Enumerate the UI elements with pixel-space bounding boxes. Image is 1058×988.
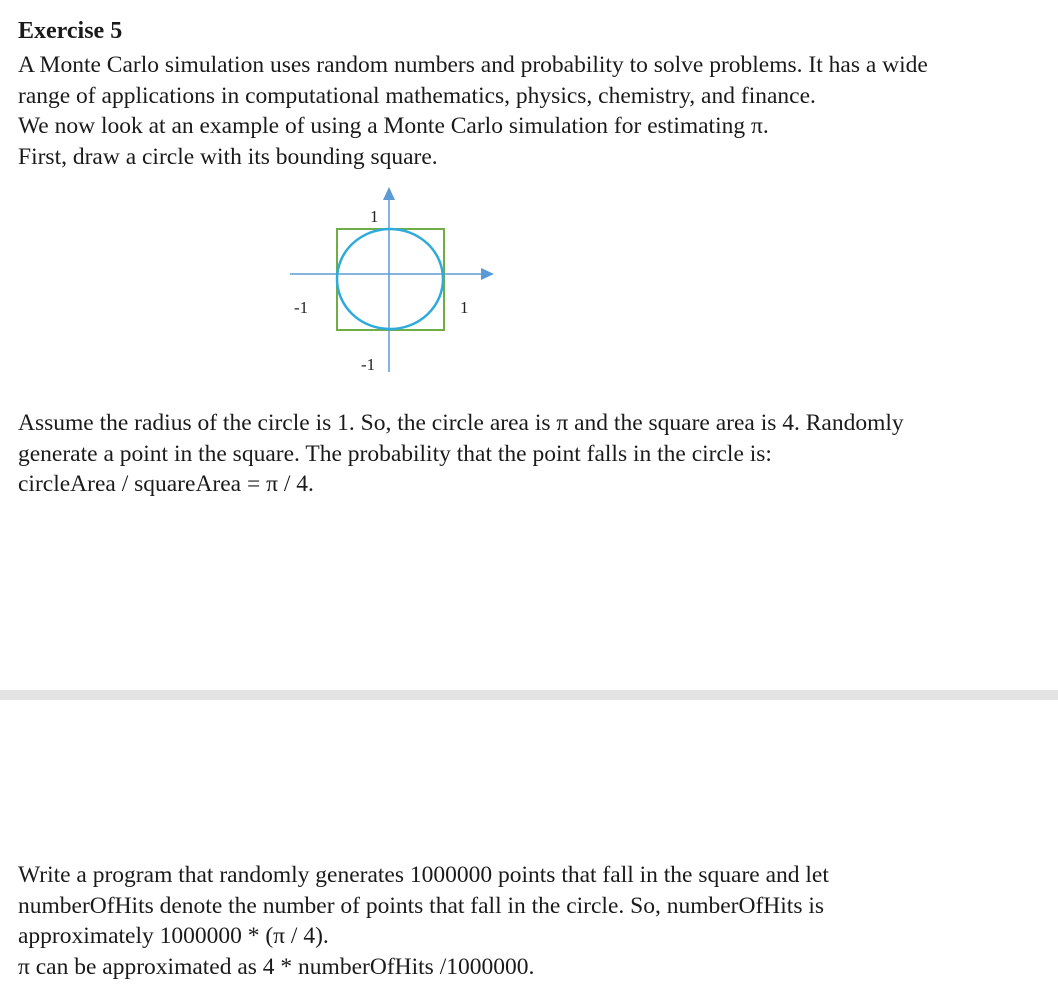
assumption-paragraph — [18, 408, 904, 500]
task-paragraph — [18, 860, 829, 982]
x-axis-arrow-icon — [481, 268, 494, 280]
circle-square-diagram — [280, 182, 500, 382]
task-line: π can be approximated as 4 * numberOfHits /1000000. — [18, 953, 535, 980]
assumption-line: Assume the radius of the circle is 1. So, the circle area is π and the square area is 4. Randomly — [18, 410, 904, 436]
intro-line: We now look at an example of using a Monte Carlo simulation for estimating π. — [18, 113, 769, 139]
label-left: -1 — [294, 298, 309, 317]
task-line: numberOfHits denote the number of points that fall in the circle. So, numberOfHits is — [18, 892, 825, 919]
y-axis-arrow-icon — [383, 187, 395, 200]
intro-line: First, draw a circle with its bounding square. — [18, 143, 438, 170]
unit-circle — [337, 229, 443, 329]
task-line: approximately 1000000 * (π / 4). — [18, 923, 329, 949]
assumption-line: circleArea / squareArea = π / 4. — [18, 471, 314, 497]
label-top: 1 — [370, 207, 379, 226]
label-right: 1 — [460, 298, 469, 317]
assumption-line: generate a point in the square. The probability that the point falls in the circle is: — [18, 440, 772, 467]
exercise-title: Exercise 5 — [18, 18, 123, 44]
intro-line: A Monte Carlo simulation uses random numbers and probability to solve problems. It has a wide — [18, 52, 928, 78]
intro-line: range of applications in computational mathematics, physics, chemistry, and finance. — [18, 82, 816, 109]
task-line: Write a program that randomly generates 1000000 points that fall in the square and let — [18, 862, 829, 888]
page-separator — [0, 690, 1058, 700]
label-bottom: -1 — [361, 355, 376, 374]
intro-paragraph — [18, 50, 928, 172]
